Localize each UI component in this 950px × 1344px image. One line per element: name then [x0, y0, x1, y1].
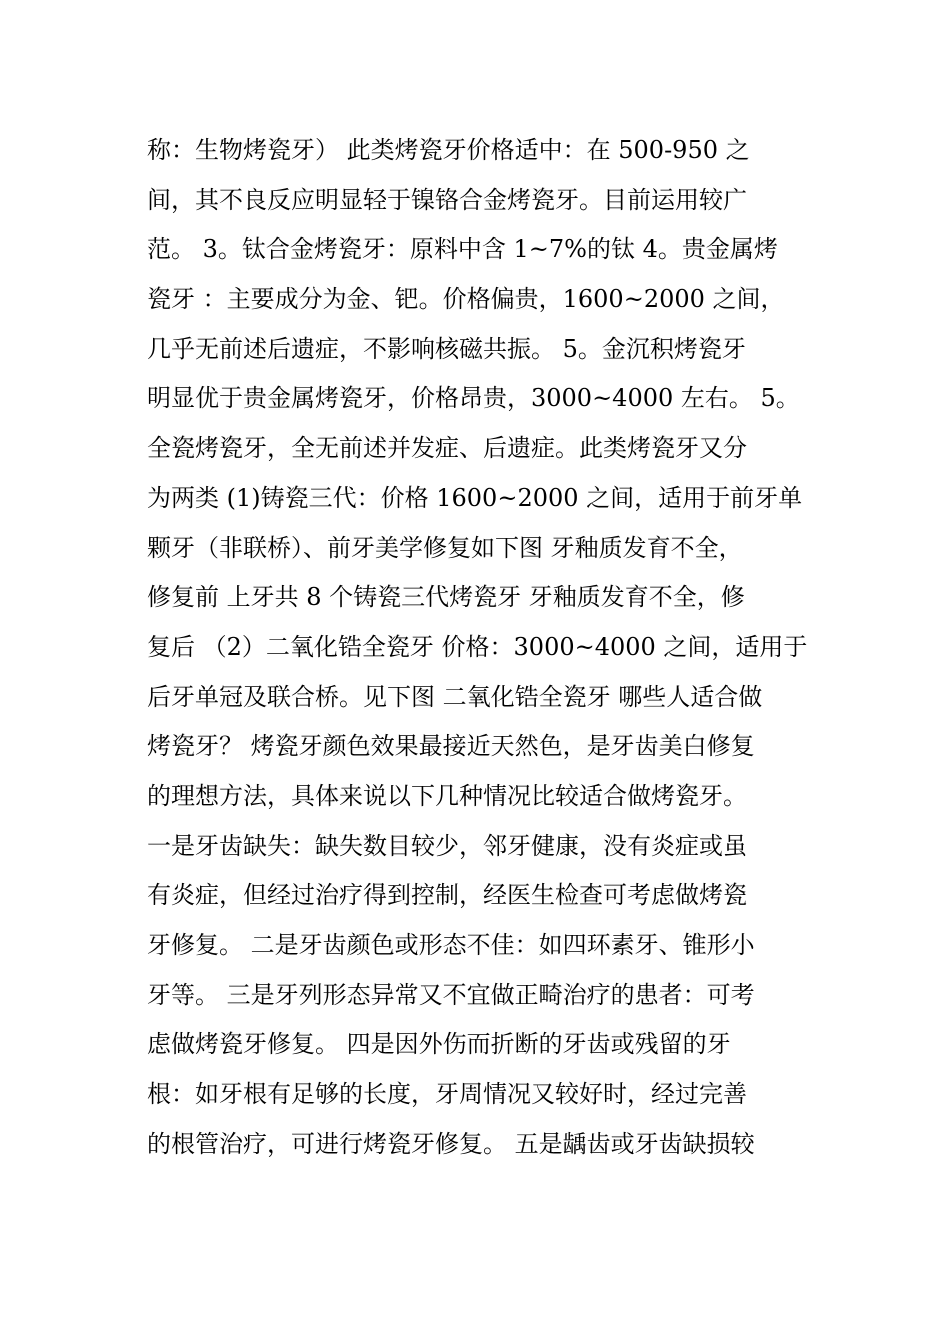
- text-line-5: 几乎无前述后遗症，不影响核磁共振。 5。金沉积烤瓷牙: [147, 334, 746, 363]
- text-line-1: 称：生物烤瓷牙） 此类烤瓷牙价格适中：在 500-950 之: [147, 136, 750, 164]
- text-line-7: 全瓷烤瓷牙，全无前述并发症、后遗症。此类烤瓷牙又分: [147, 434, 747, 463]
- text-line-3: 范。 3。钛合金烤瓷牙：原料中含 1~7%的钛 4。贵金属烤: [147, 235, 778, 264]
- text-line-9: 颗牙（非联桥）、前牙美学修复如下图 牙釉质发育不全，: [147, 533, 743, 562]
- text-line-8: 为两类 (1)铸瓷三代：价格 1600~2000 之间，适用于前牙单: [147, 483, 803, 512]
- text-line-6: 明显优于贵金属烤瓷牙，价格昂贵，3000~4000 左右。 5。: [147, 384, 800, 413]
- text-line-13: 烤瓷牙？ 烤瓷牙颜色效果最接近天然色，是牙齿美白修复: [147, 732, 755, 761]
- text-line-15: 一是牙齿缺失：缺失数目较少，邻牙健康，没有炎症或虽: [147, 831, 747, 860]
- text-line-14: 的理想方法，具体来说以下几种情况比较适合做烤瓷牙。: [147, 781, 747, 810]
- body-text: [147, 126, 827, 1169]
- text-line-20: 根：如牙根有足够的长度，牙周情况又较好时，经过完善: [147, 1080, 747, 1109]
- text-line-10: 修复前 上牙共 8 个铸瓷三代烤瓷牙 牙釉质发育不全，修: [147, 583, 745, 612]
- text-line-17: 牙修复。 二是牙齿颜色或形态不佳：如四环素牙、锥形小: [147, 931, 755, 959]
- text-line-12: 后牙单冠及联合桥。见下图 二氧化锆全瓷牙 哪些人适合做: [147, 682, 763, 711]
- text-line-11: 复后 （2）二氧化锆全瓷牙 价格：3000~4000 之间，适用于: [147, 632, 808, 661]
- text-line-2: 间，其不良反应明显轻于镍铬合金烤瓷牙。目前运用较广: [147, 185, 747, 214]
- text-line-19: 虑做烤瓷牙修复。 四是因外伤而折断的牙齿或残留的牙: [147, 1030, 731, 1059]
- text-line-18: 牙等。 三是牙列形态异常又不宜做正畸治疗的患者：可考: [147, 980, 755, 1009]
- text-line-4: 瓷牙 ：主要成分为金、钯。价格偏贵，1600~2000 之间，: [147, 285, 785, 314]
- text-line-21: 的根管治疗，可进行烤瓷牙修复。 五是龋齿或牙齿缺损较: [147, 1129, 755, 1158]
- text-line-16: 有炎症，但经过治疗得到控制，经医生检查可考虑做烤瓷: [147, 881, 747, 910]
